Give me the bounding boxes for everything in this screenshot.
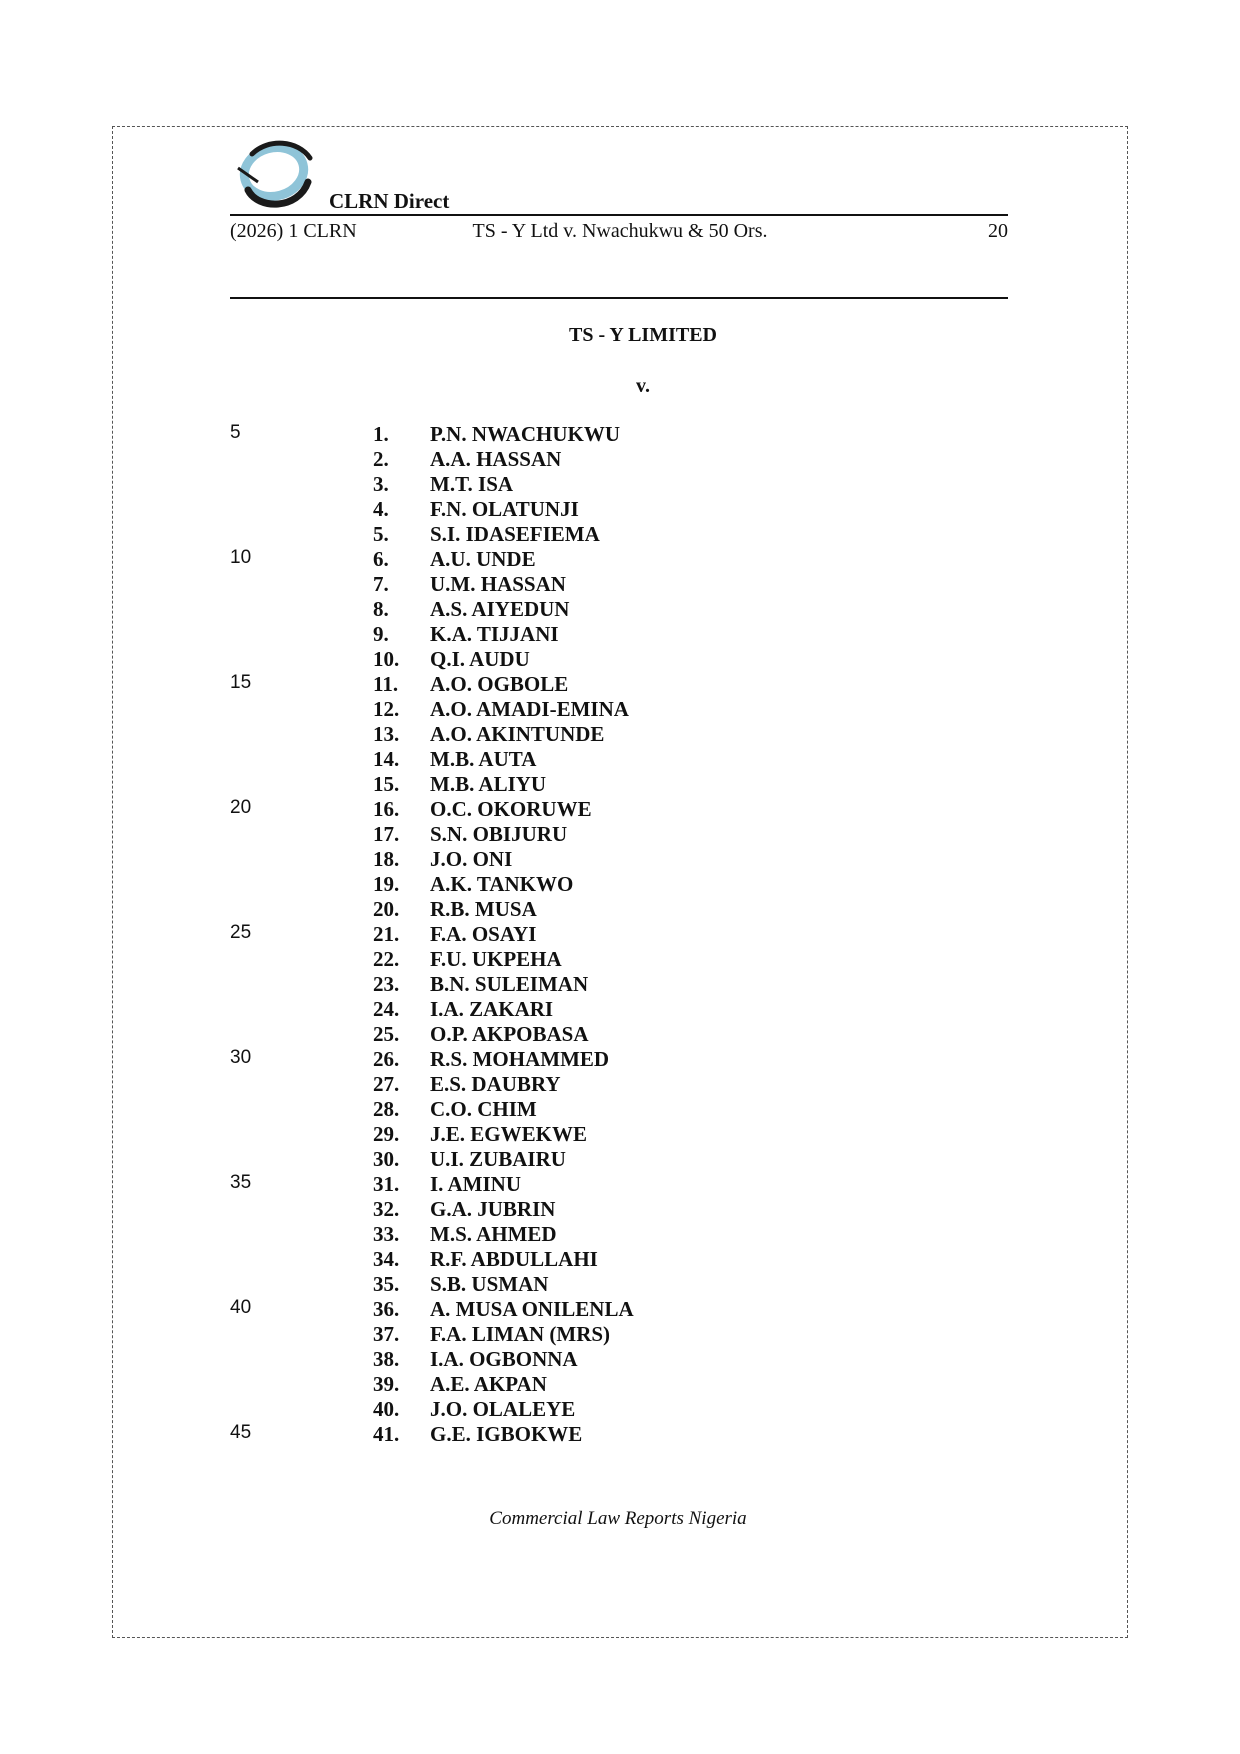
defendant-number: 13.: [373, 722, 400, 746]
list-item: [0, 872, 1240, 897]
defendant-name: U.M. HASSAN: [430, 572, 566, 596]
defendant-number: 34.: [373, 1247, 400, 1271]
defendant-name: B.N. SULEIMAN: [430, 972, 589, 996]
citation: (2026) 1 CLRN: [230, 220, 357, 242]
defendant-name: O.P. AKPOBASA: [430, 1022, 589, 1046]
defendant-number: 24.: [373, 997, 400, 1021]
defendant-number: 35.: [373, 1272, 400, 1296]
defendant-name: J.O. OLALEYE: [430, 1397, 576, 1421]
list-item: [0, 1247, 1240, 1272]
defendant-name: R.B. MUSA: [430, 897, 537, 921]
defendant-name: A.O. AMADI-EMINA: [430, 697, 629, 721]
defendant-number: 23.: [373, 972, 400, 996]
list-item: [0, 1347, 1240, 1372]
list-item: [0, 822, 1240, 847]
defendant-number: 21.: [373, 922, 400, 946]
defendant-number: 2.: [373, 447, 389, 471]
defendant-name: F.A. OSAYI: [430, 922, 537, 946]
defendant-number: 20.: [373, 897, 400, 921]
list-item: [0, 997, 1240, 1022]
defendant-number: 16.: [373, 797, 400, 821]
list-item: [0, 1322, 1240, 1347]
list-item: [0, 947, 1240, 972]
list-item: [0, 547, 1240, 572]
defendant-number: 11.: [373, 672, 399, 696]
list-item: [0, 522, 1240, 547]
list-item: [0, 1072, 1240, 1097]
defendant-name: U.I. ZUBAIRU: [430, 1147, 566, 1171]
defendant-number: 15.: [373, 772, 400, 796]
defendant-number: 22.: [373, 947, 400, 971]
defendant-number: 30.: [373, 1147, 400, 1171]
defendant-name: P.N. NWACHUKWU: [430, 422, 620, 446]
defendant-number: 27.: [373, 1072, 400, 1096]
list-item: [0, 1297, 1240, 1322]
list-item: [0, 472, 1240, 497]
defendant-name: J.E. EGWEKWE: [430, 1122, 587, 1146]
defendant-name: M.B. AUTA: [430, 747, 537, 771]
defendant-name: Q.I. AUDU: [430, 647, 530, 671]
list-item: [0, 1147, 1240, 1172]
line-number-marker: 20: [230, 797, 252, 818]
defendant-name: G.A. JUBRIN: [430, 1197, 556, 1221]
line-number-marker: 15: [230, 672, 252, 693]
list-item: [0, 1197, 1240, 1222]
defendant-number: 7.: [373, 572, 389, 596]
defendant-name: G.E. IGBOKWE: [430, 1422, 583, 1446]
defendant-number: 37.: [373, 1322, 400, 1346]
page-number: 20: [988, 220, 1008, 242]
defendant-number: 4.: [373, 497, 389, 521]
defendant-name: M.S. AHMED: [430, 1222, 557, 1246]
defendant-number: 6.: [373, 547, 389, 571]
defendant-name: A.S. AIYEDUN: [430, 597, 570, 621]
defendant-number: 26.: [373, 1047, 400, 1071]
defendant-name: F.A. LIMAN (MRS): [430, 1322, 611, 1346]
defendant-name: A.O. OGBOLE: [430, 672, 569, 696]
list-item: [0, 572, 1240, 597]
defendant-number: 8.: [373, 597, 389, 621]
line-number-marker: 35: [230, 1172, 252, 1193]
list-item: [0, 1047, 1240, 1072]
list-item: [0, 1022, 1240, 1047]
list-item: [0, 1397, 1240, 1422]
defendants-list: [0, 422, 1240, 1447]
defendant-name: O.C. OKORUWE: [430, 797, 592, 821]
defendant-name: A.E. AKPAN: [430, 1372, 547, 1396]
defendant-name: A.K. TANKWO: [430, 872, 574, 896]
defendant-number: 18.: [373, 847, 400, 871]
list-item: [0, 897, 1240, 922]
defendant-number: 41.: [373, 1422, 400, 1446]
defendant-number: 19.: [373, 872, 400, 896]
list-item: [0, 1172, 1240, 1197]
defendant-name: S.B. USMAN: [430, 1272, 549, 1296]
defendant-name: I.A. OGBONNA: [430, 1347, 578, 1371]
case-title: TS - Y Ltd v. Nwachukwu & 50 Ors.: [472, 220, 768, 242]
defendant-number: 9.: [373, 622, 389, 646]
defendant-number: 10.: [373, 647, 400, 671]
list-item: [0, 497, 1240, 522]
line-number-marker: 30: [230, 1047, 252, 1068]
list-item: [0, 847, 1240, 872]
defendant-number: 17.: [373, 822, 400, 846]
defendant-number: 1.: [373, 422, 389, 446]
line-number-marker: 45: [230, 1422, 252, 1443]
list-item: [0, 1122, 1240, 1147]
defendant-number: 31.: [373, 1172, 400, 1196]
defendant-name: I.A. ZAKARI: [430, 997, 554, 1021]
defendant-number: 32.: [373, 1197, 400, 1221]
list-item: [0, 447, 1240, 472]
defendant-name: E.S. DAUBRY: [430, 1072, 561, 1096]
list-item: [0, 797, 1240, 822]
list-item: [0, 422, 1240, 447]
defendant-number: 38.: [373, 1347, 400, 1371]
defendant-number: 14.: [373, 747, 400, 771]
list-item: [0, 1097, 1240, 1122]
plaintiff-name: TS - Y LIMITED: [569, 324, 717, 346]
list-item: [0, 647, 1240, 672]
defendant-number: 36.: [373, 1297, 400, 1321]
defendant-name: C.O. CHIM: [430, 1097, 537, 1121]
list-item: [0, 972, 1240, 997]
defendant-number: 28.: [373, 1097, 400, 1121]
list-item: [0, 1422, 1240, 1447]
defendant-name: A.A. HASSAN: [430, 447, 562, 471]
list-item: [0, 922, 1240, 947]
defendant-name: F.N. OLATUNJI: [430, 497, 579, 521]
defendant-number: 33.: [373, 1222, 400, 1246]
defendant-number: 39.: [373, 1372, 400, 1396]
list-item: [0, 1272, 1240, 1297]
defendant-name: M.T. ISA: [430, 472, 514, 496]
defendant-name: R.F. ABDULLAHI: [430, 1247, 598, 1271]
defendant-name: I. AMINU: [430, 1172, 522, 1196]
list-item: [0, 1222, 1240, 1247]
defendant-number: 3.: [373, 472, 389, 496]
list-item: [0, 622, 1240, 647]
list-item: [0, 1372, 1240, 1397]
brand-name: CLRN Direct: [329, 189, 450, 213]
list-item: [0, 697, 1240, 722]
defendant-name: F.U. UKPEHA: [430, 947, 562, 971]
defendant-name: K.A. TIJJANI: [430, 622, 559, 646]
defendant-number: 25.: [373, 1022, 400, 1046]
list-item: [0, 672, 1240, 697]
header-rule: [230, 214, 1008, 216]
footer-publication: Commercial Law Reports Nigeria: [489, 1508, 747, 1529]
defendant-name: J.O. ONI: [430, 847, 513, 871]
clrn-logo-icon: [228, 132, 318, 216]
defendant-number: 12.: [373, 697, 400, 721]
line-number-marker: 25: [230, 922, 252, 943]
line-number-marker: 40: [230, 1297, 252, 1318]
defendant-name: A. MUSA ONILENLA: [430, 1297, 634, 1321]
list-item: [0, 772, 1240, 797]
defendant-name: S.I. IDASEFIEMA: [430, 522, 600, 546]
defendant-number: 29.: [373, 1122, 400, 1146]
defendant-name: A.U. UNDE: [430, 547, 536, 571]
line-number-marker: 10: [230, 547, 252, 568]
list-item: [0, 597, 1240, 622]
line-number-marker: 5: [230, 422, 241, 443]
defendant-number: 40.: [373, 1397, 400, 1421]
defendant-name: R.S. MOHAMMED: [430, 1047, 610, 1071]
defendant-name: A.O. AKINTUNDE: [430, 722, 605, 746]
defendant-name: S.N. OBIJURU: [430, 822, 568, 846]
versus-label: v.: [636, 375, 650, 397]
defendant-number: 5.: [373, 522, 389, 546]
defendant-name: M.B. ALIYU: [430, 772, 547, 796]
divider-rule: [230, 297, 1008, 299]
list-item: [0, 722, 1240, 747]
list-item: [0, 747, 1240, 772]
